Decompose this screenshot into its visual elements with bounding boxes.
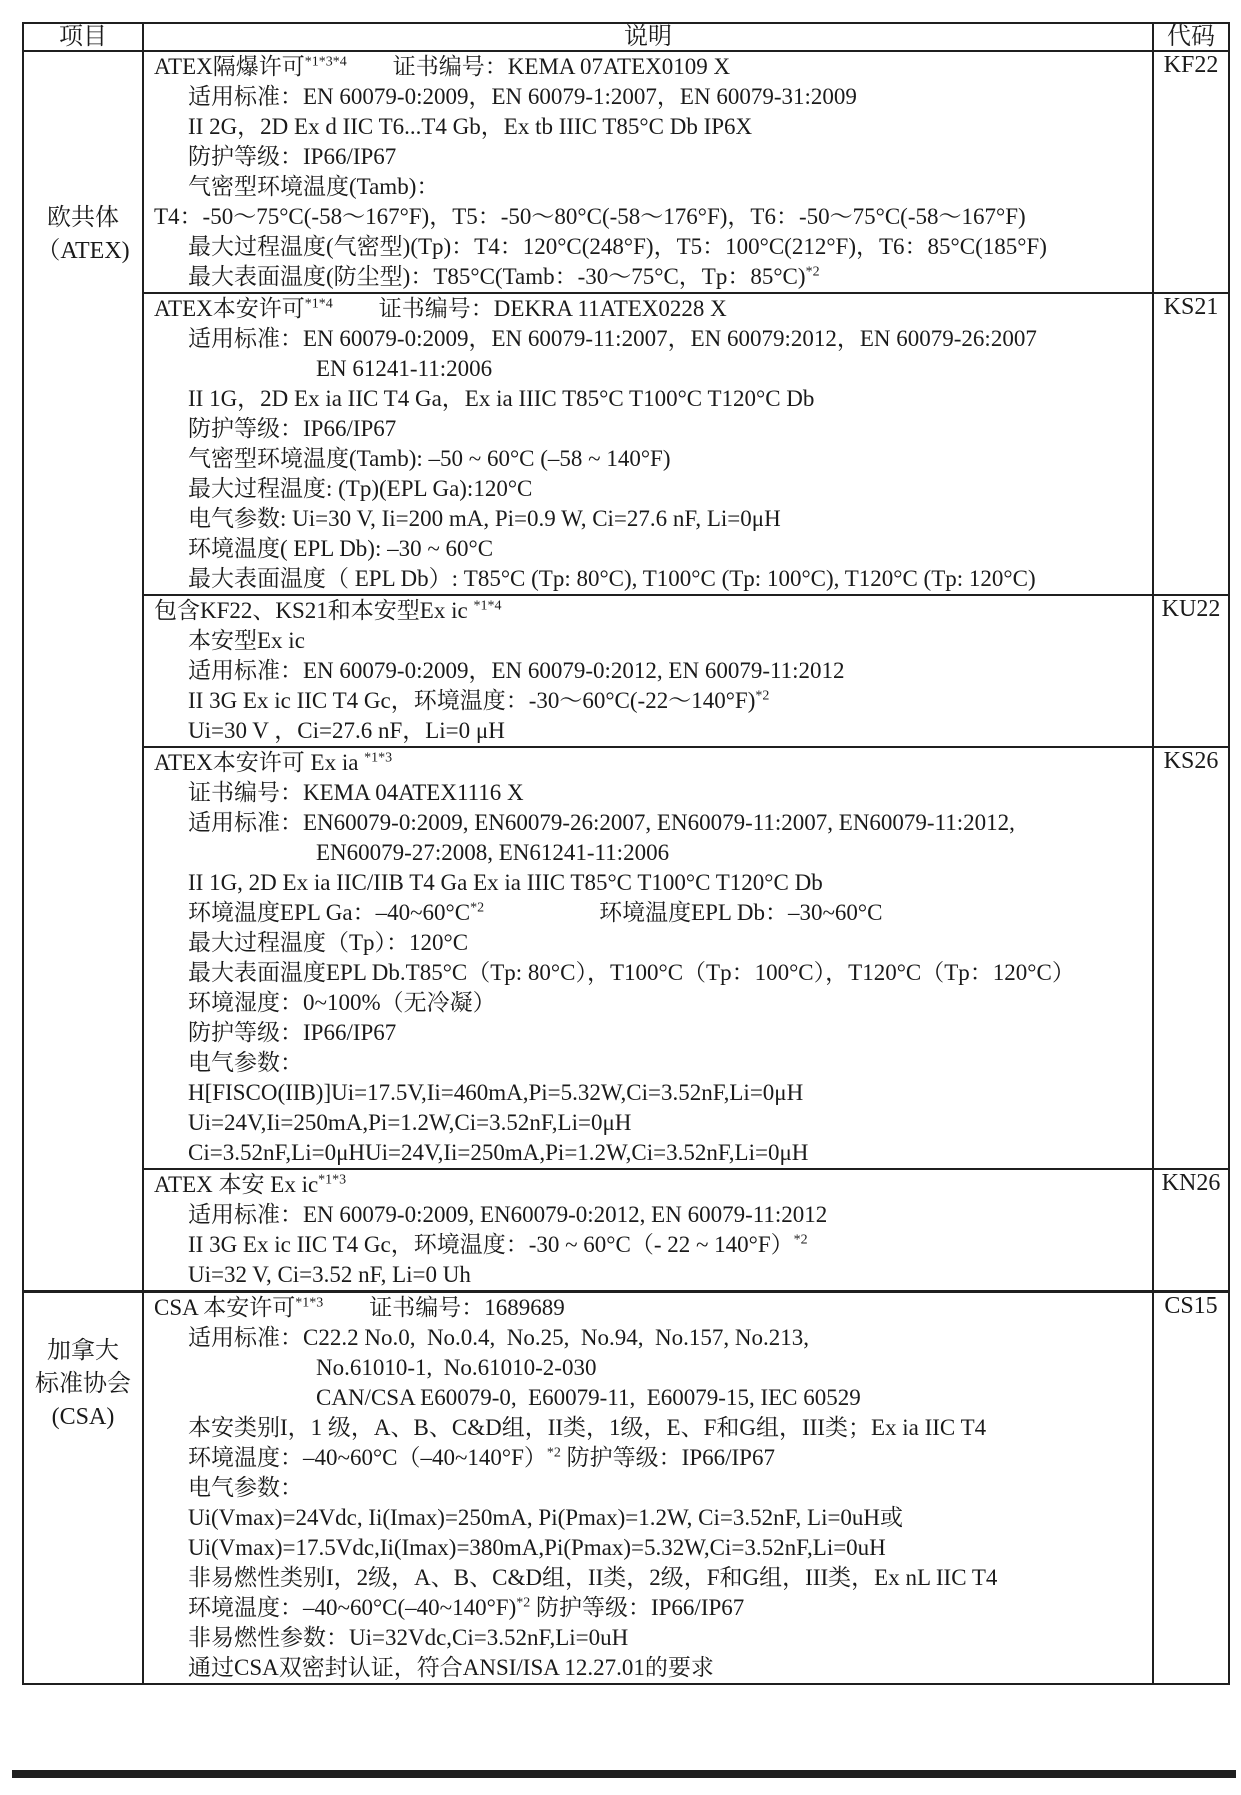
description-line: 适用标准：EN 60079-0:2009, EN60079-0:2012, EN 60079-11:2012 [188, 1202, 828, 1227]
description-line: ATEX 本安 Ex $ic^{*1*3}$ [154, 1172, 347, 1197]
description-cell [143, 1292, 1153, 1685]
description-cell [143, 293, 1153, 595]
description-line: 气密型环境温度(Tamb): –50 ~ 60°C (–58 ~ 140°F) [188, 446, 671, 471]
item-group-label [23, 51, 143, 1292]
description-line: ATEX本安许可 Ex ia $^{*1*3}$ [154, 750, 393, 775]
description-cell [143, 747, 1153, 1169]
description-line: Ui=24V,Ii=250mA,Pi=1.2W,Ci=3.52nF,Li=0μH [188, 1110, 632, 1135]
description-line: 非易燃性类别I，2级，A、B、C&D组，II类，2级，F和G组，III类，Ex nL IIC T4 [188, 1565, 998, 1590]
item-label-line: 标准协会 [35, 1371, 131, 1397]
description-line: 最大过程温度(气密型)(Tp)：T4：120°C(248°F)，T5：100°C(212°F)，T6：85°C(185°F) [188, 234, 1047, 259]
description-line: Ui(Vmax)=24Vdc, Ii(Imax)=250mA, Pi(Pmax)=1.2W, Ci=3.52nF, Li=0uH或 [188, 1505, 904, 1530]
footnote-superscript: *1*3 [295, 1295, 324, 1311]
description-line: Ui=32 V, Ci=3.52 nF, Li=0 Uh [188, 1262, 471, 1287]
item-label-line: (CSA) [51, 1404, 115, 1430]
description-cell [143, 595, 1153, 747]
description-line: 证书编号：KEMA 04ATEX1116 X [188, 780, 524, 805]
table-row [23, 595, 1229, 747]
description-line: 包含KF22、KS21和本安型Ex ic $^{*1*4}$ [154, 598, 502, 623]
description-line: 适用标准：EN60079-0:2009, EN60079-26:2007, EN60079-11:2007, EN60079-11:2012, [188, 810, 1015, 835]
description-line: No.61010-1, No.61010-2-030 [316, 1355, 597, 1380]
description-line: 最大过程温度: (Tp)(EPL Ga):120°C [188, 476, 533, 501]
description-column-header: 说明 [143, 23, 1153, 51]
description-line: 最大过程温度（Tp）：120°C [188, 930, 469, 955]
description-line: 非易燃性参数：Ui=32Vdc,Ci=3.52nF,Li=0uH [188, 1625, 629, 1650]
certification-table [22, 22, 1230, 1685]
description-line: 环境温度EPL Ga：$-40\sim 60^\circ C^{*2}$ 环境温度EPL Db：–30~60°C [188, 900, 883, 925]
description-line: 通过CSA双密封认证，符合ANSI/ISA 12.27.01的要求 [188, 1655, 714, 1680]
footnote-superscript: *2 [793, 1232, 808, 1248]
table-row [23, 747, 1229, 1169]
description-line: 本安型Ex ic [188, 628, 305, 653]
description-line: 环境温度：–40~60°C（–40~140°F）$^{*2}$ 防护等级：IP66/IP67 [188, 1445, 775, 1470]
description-line: 适用标准：EN 60079-0:2009，EN 60079-0:2012, EN 60079-11:2012 [188, 658, 845, 683]
section-divider-rule [12, 1770, 1236, 1778]
description-line: 电气参数： [188, 1475, 303, 1500]
description-line: T4：-50～75°C(-58～167°F)，T5：-50～80°C(-58～176°F)，T6：-50～75°C(-58～167°F) [154, 204, 1026, 229]
table-row [23, 1292, 1229, 1685]
description-line: Ci=3.52nF,Li=0μHUi=24V,Ii=250mA,Pi=1.2W,Ci=3.52nF,Li=0μH [188, 1140, 809, 1165]
description-line: H[FISCO(IIB)]Ui=17.5V,Ii=460mA,Pi=5.32W,Ci=3.52nF,Li=0μH [188, 1080, 804, 1105]
description-line: 防护等级：IP66/IP67 [188, 1020, 397, 1045]
description-line: 防护等级：IP66/IP67 [188, 416, 397, 441]
code-cell: KN26 [1153, 1169, 1229, 1292]
table-row [23, 293, 1229, 595]
description-line: 环境温度：–40~60°C(–40~140°F)$^{*2}$ 防护等级：IP66/IP67 [188, 1595, 745, 1620]
footnote-superscript: *1*3 [364, 750, 393, 766]
item-column-header: 项目 [23, 23, 143, 51]
description-line: 电气参数: Ui=30 V, Ii=200 mA, Pi=0.9 W, Ci=27.6 nF, Li=0μH [188, 506, 781, 531]
code-cell: CS15 [1153, 1292, 1229, 1685]
footnote-superscript: *2 [805, 264, 820, 280]
description-line: 适用标准：EN 60079-0:2009，EN 60079-1:2007，EN 60079-31:2009 [188, 84, 857, 109]
description-line: 最大表面温度(防尘型)：T85°C(Tamb：-30～75°C，Tp：85°C)$^{*2}$ [188, 264, 820, 289]
description-line: ATEX隔爆许可$^{*1*3*4}$ 证书编号：KEMA 07ATEX0109 X [154, 54, 731, 79]
footnote-superscript: *1*3*4 [304, 54, 347, 70]
code-cell: KF22 [1153, 51, 1229, 293]
description-line: 防护等级：IP66/IP67 [188, 144, 397, 169]
table-header-row [23, 23, 1229, 51]
description-line: 最大表面温度EPL Db.T85°C（Tp: 80°C），T100°C（Tp：100°C），T120°C（Tp：120°C） [188, 960, 1075, 985]
footnote-superscript: *1*3 [318, 1172, 347, 1188]
code-column-header: 代码 [1153, 23, 1229, 51]
description-line: EN60079-27:2008, EN61241-11:2006 [316, 840, 670, 865]
footnote-superscript: *1*4 [473, 598, 502, 614]
table-row [23, 1169, 1229, 1292]
description-line: 本安类别I，1 级，A、B、C&D组，II类，1级，E、F和G组，III类；Ex ia IIC T4 [188, 1415, 987, 1440]
footnote-superscript: *2 [470, 900, 485, 916]
description-line: Ui=30 V ，Ci=27.6 nF，Li=0 μH [188, 718, 505, 743]
footnote-superscript: *2 [546, 1445, 561, 1461]
code-cell: KS26 [1153, 747, 1229, 1169]
description-line: CAN/CSA E60079-0, E60079-11, E60079-15, IEC 60529 [316, 1385, 861, 1410]
item-label-line: （ATEX) [36, 238, 130, 264]
item-label-line: 加拿大 [47, 1338, 119, 1364]
description-line: 适用标准：EN 60079-0:2009，EN 60079-11:2007，EN 60079:2012，EN 60079-26:2007 [188, 326, 1037, 351]
item-group-label [23, 1292, 143, 1685]
description-line: II 1G, 2D Ex ia IIC/IIB T4 Ga Ex ia IIIC T85°C T100°C T120°C Db [188, 870, 823, 895]
description-line: 气密型环境温度(Tamb)： [188, 174, 440, 199]
description-cell [143, 1169, 1153, 1292]
description-line: 电气参数： [188, 1050, 303, 1075]
description-line: Ui(Vmax)=17.5Vdc,Ii(Imax)=380mA,Pi(Pmax)=5.32W,Ci=3.52nF,Li=0uH [188, 1535, 886, 1560]
description-line: II 1G，2D Ex ia IIC T4 Ga，Ex ia IIIC T85°C T100°C T120°C Db [188, 386, 815, 411]
footnote-superscript: *2 [755, 688, 770, 704]
description-line: II 2G，2D Ex d IIC T6...T4 Gb，Ex tb IIIC T85°C Db IP6X [188, 114, 753, 139]
description-line: II 3G Ex ic IIC T4 Gc，环境温度：-30 ~ 60°C（- 22 ~ 140°F）$^{*2}$ [188, 1232, 808, 1257]
description-line: ATEX本安许可$^{*1*4}$ 证书编号：DEKRA 11ATEX0228 X [154, 296, 727, 321]
description-line: CSA 本安许可$^{*1*3}$ 证书编号：1689689 [154, 1295, 565, 1320]
description-line: 适用标准：C22.2 No.0, No.0.4, No.25, No.94, No.157, No.213, [188, 1325, 809, 1350]
table-row [23, 51, 1229, 293]
description-line: II 3G Ex ic IIC T4 Gc，环境温度：-30～60°C(-22～140°F)$^{*2}$ [188, 688, 770, 713]
item-label-line: 欧共体 [47, 205, 119, 231]
description-line: 环境温度( EPL Db): –30 ~ 60°C [188, 536, 494, 561]
description-cell [143, 51, 1153, 293]
code-cell: KS21 [1153, 293, 1229, 595]
code-cell: KU22 [1153, 595, 1229, 747]
description-line: 环境湿度：0~100%（无冷凝） [188, 990, 496, 1015]
footnote-superscript: *2 [516, 1595, 531, 1611]
footnote-superscript: *1*4 [304, 296, 333, 312]
description-line: EN 61241-11:2006 [316, 356, 493, 381]
description-line: 最大表面温度（ EPL Db）: T85°C (Tp: 80°C), T100°C (Tp: 100°C), T120°C (Tp: 120°C) [188, 566, 1036, 591]
